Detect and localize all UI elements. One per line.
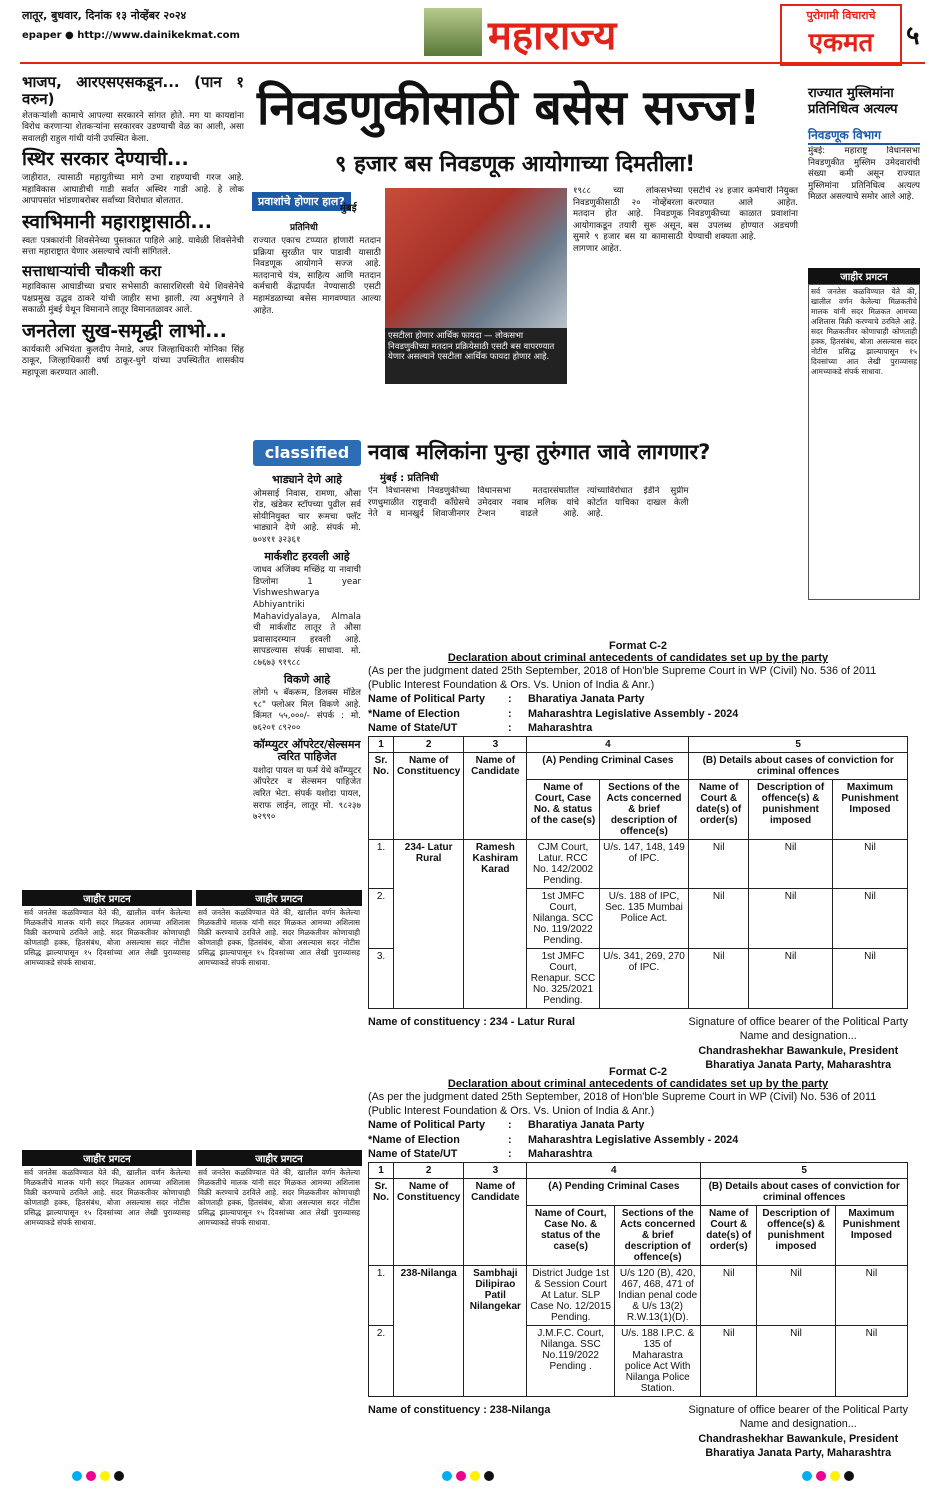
notice-body: सर्व जनतेस कळविण्यात येते की, खालील वर्णन केलेल्या मिळकतीचे मालक यांनी सदर मिळकत आमच्या अशिलास विक्री करण्याचे ठरविले आहे. सदर मिळकतीवर कोणाचाही कोणताही हक्क, हितसंबंध, बोजा असल्यास सदर नोटीस प्रसिद्ध झाल्यापासून १५ दिवसांच्या आत लेखी पुराव्यासह आमच्याकडे संपर्क साधावा. <box>808 284 920 600</box>
story-col-1: राज्यात एकाच टप्प्यात होणारी मतदान प्रक्रिया सुरळीत पार पाडावी यासाठी निवडणूक आयोगाने सज्ज आहे. मतदानाचे यंत्र, साहित्य आणि मतदान कर्मचारी केंद्रापर्यंत नेण्यासाठी एसटी महामंडळाच्या बसेस मागवण्यात आल्या आहेत. <box>253 236 381 316</box>
form-title: Declaration about criminal antecedents of candidates set up by the party <box>447 1078 829 1090</box>
notice-label: जाहीर प्रगटन <box>22 1150 192 1166</box>
form-intro: (As per the judgment dated 25th September, 2018 of Hon'ble Supreme Court in WP (Civil) No. 536 of 2011 (Public Interest Foundation & Ors. Vs. Union of India & Anr.) <box>368 665 877 692</box>
table-cell: U/s. 188 I.P.C. & 135 of Maharastra police Act With Nilanga Police Station. <box>615 1325 701 1396</box>
story-headline: जनतेला सुख-समृद्धी लाभो... <box>22 319 227 342</box>
election-value: Maharashtra Legislative Assembly - 2024 <box>528 1133 739 1146</box>
notice-body: सर्व जनतेस कळविण्यात येते की, खालील वर्णन केलेल्या मिळकतीचे मालक यांनी सदर मिळकत आमच्या अशिलास विक्री करण्याचे ठरविले आहे. सदर मिळकतीवर कोणाचाही कोणताही हक्क, हितसंबंध, बोजा असल्यास सदर नोटीस प्रसिद्ध झाल्यापासून १५ दिवसांच्या आत लेखी पुराव्यासह आमच्याकडे संपर्क साधावा. <box>198 1168 360 1227</box>
table-cell: 234- Latur Rural <box>394 839 464 1008</box>
ad-body: लोगो ५ बॅकरूम, डिलक्स मॉडेल ९८" फ्लोअर मिल विकणे आहे. किंमत ५५,०००/- संपर्क : मो. ७६२०१ ८९२०० <box>253 688 361 734</box>
story-headline: सत्ताधाऱ्यांची चौकशी करा <box>22 261 162 280</box>
table-cell: Ramesh Kashiram Karad <box>464 839 527 1008</box>
signature-block: Signature of office bearer of the Political Party Name and designation... Chandrashekhar Bawankule, President Bharatiya Janata Party, Maharashtra <box>688 1015 908 1072</box>
table-cell: Nil <box>689 839 749 888</box>
ad-headline: भाड्याने देणे आहे <box>271 473 343 486</box>
notice-label: जाहीर प्रगटन <box>196 1150 362 1166</box>
side-headline: राज्यात मुस्लिमांना प्रतिनिधित्व अत्यल्प <box>808 86 898 117</box>
table-cell: U/s. 147, 148, 149 of IPC. <box>599 839 689 888</box>
bus-photo <box>385 188 567 328</box>
form-title: Declaration about criminal antecedents of candidates set up by the party <box>447 652 829 664</box>
state-label: Name of State/UT <box>368 1148 458 1161</box>
table-cell: Nil <box>835 1265 907 1325</box>
party-value: Bharatiya Janata Party <box>528 693 645 706</box>
notice-label: जाहीर प्रगटन <box>808 268 920 284</box>
nawab-body: ऐन विधानसभा निवडणुकीच्या रणधुमाळीत राष्ट्रवादी काँग्रेसचे नेते व मानखुर्द शिवाजीनगर विधानसभा मतदारसंघातील उमेदवार नवाब मलिक यांचे टेन्शन वाढले आहे. त्यांच्याविरोधात ईडीने सुप्रीम कोर्टात याचिका दाखल केली आहे. <box>368 486 689 520</box>
nawab-dateline: मुंबई : प्रतिनिधी <box>380 473 439 484</box>
classified-logo: classified <box>253 440 361 466</box>
table-cell: Nil <box>689 888 749 948</box>
table-cell: Nil <box>701 1325 757 1396</box>
form-format: Format C-2 <box>608 640 668 652</box>
story-headline: स्वाभिमानी महाराष्ट्रासाठी... <box>22 210 212 233</box>
table-cell: Nil <box>832 948 907 1008</box>
ad-body: ओमसाई निवास, रामणा, औसा रोड, खंडेकर स्टॉपच्या पुढील सर्व सोयीनियुक्त चार रूमचा फ्लॅट भाड्याने देणे आहे. संपर्क मो. ७०४११ ३२३६१ <box>253 488 361 546</box>
table-cell: 2. <box>369 888 394 948</box>
notice-box <box>196 1150 362 1460</box>
table-cell: 1. <box>369 1265 394 1325</box>
table-cell: Nil <box>832 839 907 888</box>
story-body: जाहीरात, त्यासाठी महायुतीच्या मागे उभा राहण्याची गरज आहे. महाविकास आघाडीची गाडी सर्वात अस्थिर गाडी आहे. हे लोक आपापसांत भांडणाबरोबर सर्वांच्या विरोधात बोलतात. <box>22 173 244 207</box>
section-tag: प्रवाशांचे होणार हाल? <box>252 192 351 211</box>
story-col-2: १९८८ च्या लोकसभेच्या निवडणुकीसाठी २० नोव्हेंबरला मतदान होत आहे. निवडणूक आयोगाकडून तयारी सुरू असून, सुमारे ९ हजार बस या कामासाठी लागणार आहेत. <box>573 186 683 254</box>
story-body: महाविकास आघाडीच्या प्रचार सभेसाठी कासारशिरसी येथे शिवसेनेचे पक्षप्रमुख उद्धव ठाकरे यांची जाहीर सभा झाली. त्या अनुषंगाने ते सकाळी मुंबई येथून विमानाने लातूर विमानतळावर आले. <box>22 282 244 316</box>
criminal-cases-table: 1 2 3 4 5 Sr. No. Name of Constituency Name of Candidate (A) Pending Criminal Cases (B) Details about cases of conviction for criminal offences Name of Court, Case No. & status of the case(s) Sections of the Acts concerned & brief description of offence(s) Name of Court & date(s) of order(s) Description of offence(s) & punishment imposed Maximum Punishment Imposed 1. 238-Nilanga Sambhaji Dilipirao Patil Nilangekar District Judge 1st & Session Court At Latur. SLP Case No. 12/2015 Pending. U/s 120 (B), 420, 467, 468, 471 of Indian penal code & U/s 13(2) R.W.13(1)(D). Nil Nil Nil 2. J.M.F.C. Court, Nilanga. SSC No.119/2022 Pending . U/s. 188 I.P.C. & 135 of Maharastra police Act With Nilanga Police Station. Nil Nil Nil <box>368 1162 908 1397</box>
table-cell: U/s. 341, 269, 270 of IPC. <box>599 948 689 1008</box>
notice-label: जाहीर प्रगटन <box>196 890 362 906</box>
table-cell: 2. <box>369 1325 394 1396</box>
story-headline: भाजप, आरएसएसकडून... (पान १ वरुन) <box>22 73 244 109</box>
table-cell: Nil <box>701 1265 757 1325</box>
table-cell: 1st JMFC Court, Renapur. SCC No. 325/2021 Pending. <box>527 948 599 1008</box>
election-label: *Name of Election <box>368 707 460 720</box>
table-row <box>369 1265 908 1325</box>
brand-photo <box>424 8 482 56</box>
party-label: Name of Political Party <box>368 1119 486 1132</box>
notice-body: सर्व जनतेस कळविण्यात येते की, खालील वर्णन केलेल्या मिळकतीचे मालक यांनी सदर मिळकत आमच्या अशिलास विक्री करण्याचे ठरविले आहे. सदर मिळकतीवर कोणाचाही कोणताही हक्क, हितसंबंध, बोजा असल्यास सदर नोटीस प्रसिद्ध झाल्यापासून १५ दिवसांच्या आत लेखी पुराव्यासह आमच्याकडे संपर्क साधावा. <box>198 908 360 967</box>
story-body: स्वतः पत्रकारांनी शिवसेनेच्या पुस्तकात पाहिले आहे. यावेळी शिवसेनेची सत्ता महाराष्ट्रात येणार असल्याचे त्यांनी सांगितले. <box>22 235 244 258</box>
form-format: Format C-2 <box>608 1066 668 1078</box>
notice-label: जाहीर प्रगटन <box>22 890 192 906</box>
form-intro: (As per the judgment dated 25th September, 2018 of Hon'ble Supreme Court in WP (Civil) No. 536 of 2011 (Public Interest Foundation & Ors. Vs. Union of India & Anr.) <box>368 1091 877 1118</box>
registration-dots <box>70 1466 126 1485</box>
side-body: मुंबई: महाराष्ट्र विधानसभा निवडणुकीत मुस्लिम उमेदवारांची संख्या कमी असून राज्यात मुस्लिमांना प्रतिनिधित्व अत्यल्प मिळत असल्याचे समोर आले आहे. <box>808 146 920 203</box>
state-value: Maharashtra <box>528 1148 593 1161</box>
party-label: Name of Political Party <box>368 693 486 706</box>
story-byline: प्रतिनिधी <box>290 223 318 233</box>
notice-box <box>808 268 920 600</box>
nawab-headline: नवाब मलिकांना पुन्हा तुरुंगात जावे लागणार? <box>368 440 711 464</box>
table-cell: Nil <box>749 888 833 948</box>
registration-dots <box>800 1466 856 1485</box>
ad-headline: मार्कशीट हरवली आहे <box>264 549 350 563</box>
table-cell: Nil <box>689 948 749 1008</box>
notice-body: सर्व जनतेस कळविण्यात येते की, खालील वर्णन केलेल्या मिळकतीचे मालक यांनी सदर मिळकत आमच्या अशिलास विक्री करण्याचे ठरविले आहे. सदर मिळकतीवर कोणाचाही कोणताही हक्क, हितसंबंध, बोजा असल्यास सदर नोटीस प्रसिद्ध झाल्यापासून १५ दिवसांच्या आत लेखी पुराव्यासह आमच्याकडे संपर्क साधावा. <box>24 1168 190 1227</box>
epaper-link[interactable]: epaper ● http://www.dainikekmat.com <box>22 30 240 41</box>
notice-box <box>22 890 192 1160</box>
ad-headline: विकणे आहे <box>283 672 331 686</box>
table-cell: U/s 120 (B), 420, 467, 468, 471 of Indian penal code & U/s 13(2) R.W.13(1)(D). <box>615 1265 701 1325</box>
table-cell: Nil <box>749 948 833 1008</box>
table-cell: Nil <box>757 1265 836 1325</box>
party-value: Bharatiya Janata Party <box>528 1119 645 1132</box>
table-cell: 238-Nilanga <box>394 1265 464 1396</box>
ad-body: जाधव अजिंक्य मच्छिंद्र या नावाची डिप्लोमा 1 year Vishweshwarya Abhiyantriki Mahavidyalaya, Almala ची मार्कशीट लातूर ते औसा प्रवासादरम्यान हरवली आहे. सापडल्यास संपर्क साधावा. मो. ८७६७३ ९१९८८ <box>253 565 361 668</box>
table-cell: Sambhaji Dilipirao Patil Nilangekar <box>464 1265 527 1396</box>
table-row <box>369 839 908 888</box>
registration-dots <box>440 1466 496 1485</box>
header-rule <box>20 62 925 64</box>
table-cell: 1st JMFC Court, Nilanga. SCC No. 119/2022 Pending. <box>527 888 599 948</box>
notice-box <box>196 890 362 1160</box>
side-subhead: निवडणूक विभाग <box>808 126 920 145</box>
election-value: Maharashtra Legislative Assembly - 2024 <box>528 707 739 720</box>
state-label: Name of State/UT <box>368 722 458 735</box>
table-cell: Nil <box>749 839 833 888</box>
section-brand: महाराज्य <box>488 13 617 59</box>
left-column <box>22 70 244 870</box>
table-cell: 3. <box>369 948 394 1008</box>
story-body: कार्यकारी अभियंता कुलदीप नेमाडे, अपर जिल्हाधिकारी मोनिका सिंह ठाकूर, जिल्हाधिकारी वर्षा ठाकूर-घुगे यांच्या उपस्थितीत शासकीय महापूजा करण्यात आली. <box>22 344 244 378</box>
story-dateline: मुंबई <box>340 203 357 214</box>
table-cell: J.M.F.C. Court, Nilanga. SSC No.119/2022 Pending . <box>527 1325 615 1396</box>
dateline: लातूर, बुधवार, दिनांक १३ नोव्हेंबर २०२४ <box>22 9 187 22</box>
table-cell: U/s. 188 of IPC, Sec. 135 Mumbai Police Act. <box>599 888 689 948</box>
table-cell: District Judge 1st & Session Court At Latur. SLP Case No. 12/2015 Pending. <box>527 1265 615 1325</box>
story-col-3: एसटीचे २४ हजार कर्मचारी नियुक्त करण्यात आले आहेत. निवडणुकीच्या काळात प्रवाशांना बस उपलब्ध होण्यात अडचणी येण्याची शक्यता आहे. <box>688 186 798 243</box>
ad-body: यशोदा पायल या फर्म येथे कॉम्प्युटर ऑपरेटर व सेल्समन पाहिजेत त्वरित भेटा. संपर्क यशोदा पायल, सराफ लाईन, लातूर मो. ९८२३७ ७२९९० <box>253 765 361 823</box>
criminal-cases-table: 1 2 3 4 5 Sr. No. Name of Constituency Name of Candidate (A) Pending Criminal Cases (B) Details about cases of conviction for criminal offences Name of Court, Case No. & status of the case(s) Sections of the Acts concerned & brief description of offence(s) Name of Court & date(s) of order(s) Description of offence(s) & punishment imposed Maximum Punishment Imposed 1. 234- Latur Rural Ramesh Kashiram Karad CJM Court, Latur. RCC No. 142/2002 Pending. U/s. 147, 148, 149 of IPC. Nil Nil Nil 2. 1st JMFC Court, Nilanga. SCC No. 119/2022 Pending. U/s. 188 of IPC, Sec. 135 Mumbai Police Act. Nil Nil Nil 3. 1st JMFC Court, Renapur. SCC No. 325/2021 Pending. U/s. 341, 269, 270 of IPC. Nil Nil Nil <box>368 736 908 1009</box>
story-body: शेतकऱ्यांशी कामाचे आपल्या सरकारने सांगत होते. मग या कायद्यांना विरोध करणाऱ्या शेतकऱ्यांना सरकारवर उडण्याची वेळ का आली, असा सवालही राहुल गांधी यांनी उपस्थित केला. <box>22 110 244 144</box>
masthead-name: एकमत <box>808 28 874 58</box>
table-cell: 1. <box>369 839 394 888</box>
photo-caption: एसटीला होणार आर्थिक फायदा — लोकसभा निवडणुकीच्या मतदान प्रक्रियेसाठी एसटी बस वापरण्यात येणार असल्याने एसटीला आर्थिक फायदा होणार आहे. <box>385 328 567 384</box>
notice-box <box>22 1150 192 1460</box>
ad-headline: कॉम्प्युटर ऑपरेटर/सेल्समन त्वरित पाहिजेत <box>253 737 361 764</box>
footer-constituency: Name of constituency : 238-Nilanga <box>368 1403 551 1416</box>
classified-column <box>253 470 361 828</box>
print-registration-bar <box>20 1466 925 1480</box>
state-value: Maharashtra <box>528 722 593 735</box>
page-number: ५ <box>906 21 920 51</box>
main-subheadline: ९ हजार बस निवडणूक आयोगाच्या दिमतीला! <box>335 152 696 177</box>
table-cell: Nil <box>832 888 907 948</box>
table-cell: Nil <box>835 1325 907 1396</box>
signature-block: Signature of office bearer of the Political Party Name and designation... Chandrashekhar Bawankule, President Bharatiya Janata Party, Maharashtra <box>688 1403 908 1460</box>
table-cell: CJM Court, Latur. RCC No. 142/2002 Pending. <box>527 839 599 888</box>
masthead-tagline: पुरोगामी विचाराचे <box>806 9 876 22</box>
table-cell: Nil <box>757 1325 836 1396</box>
masthead-logo <box>780 4 902 66</box>
footer-constituency: Name of constituency : 234 - Latur Rural <box>368 1015 575 1028</box>
form-c2-nilanga: Format C-2 Declaration about criminal antecedents of candidates set up by the party (As per the judgment dated 25th September, 2018 of Hon'ble Supreme Court in WP (Civil) No. 536 of 2011 (Public Interest Foundation & Ors. Vs. Union of India & Anr.) Name of Political Party : Bharatiya Janata Party *Name of Election : Maharashtra Legislative Assembly - 2024 Name of State/UT : Maharashtra 1 2 3 4 5 Sr. No. Name of Constituency Name of Candidate (A) Pending Criminal Cases (B) Details about cases of conviction for criminal offences Name of Court, Case No. & status of the case(s) Sections of the Acts concerned & brief description of offence(s) Name of Court & date(s) of order(s) Description of offence(s) & punishment imposed Maximum Punishment Imposed 1. 238-Nilanga Sambhaji Dilipirao Patil Nilangekar District Judge 1st & Session Court At Latur. SLP Case No. 12/2015 Pending. U/s 120 (B), 420, 467, 468, 471 of Indian penal code & U/s 13(2) R.W.13(1)(D). Nil Nil Nil 2. J.M.F.C. Court, Nilanga. SSC No.119/2022 Pending . U/s. 188 I.P.C. & 135 of Maharastra police Act With Nilanga Police Station. Nil Nil Nil Name of constituency : 238-Nilanga Signature of office bearer of the Political Party Name and designation... Chandrashekhar Bawankule, President Bharatiya Janata Party, Maharashtra <box>368 1066 908 1460</box>
notice-body: सर्व जनतेस कळविण्यात येते की, खालील वर्णन केलेल्या मिळकतीचे मालक यांनी सदर मिळकत आमच्या अशिलास विक्री करण्याचे ठरविले आहे. सदर मिळकतीवर कोणाचाही कोणताही हक्क, हितसंबंध, बोजा असल्यास सदर नोटीस प्रसिद्ध झाल्यापासून १५ दिवसांच्या आत लेखी पुराव्यासह आमच्याकडे संपर्क साधावा. <box>24 908 190 967</box>
election-label: *Name of Election <box>368 1133 460 1146</box>
story-headline: स्थिर सरकार देण्याची... <box>22 148 189 171</box>
form-c2-latur: Format C-2 Declaration about criminal antecedents of candidates set up by the party (As per the judgment dated 25th September, 2018 of Hon'ble Supreme Court in WP (Civil) No. 536 of 2011 (Public Interest Foundation & Ors. Vs. Union of India & Anr.) Name of Political Party : Bharatiya Janata Party *Name of Election : Maharashtra Legislative Assembly - 2024 Name of State/UT : Maharashtra 1 2 3 4 5 Sr. No. Name of Constituency Name of Candidate (A) Pending Criminal Cases (B) Details about cases of conviction for criminal offences Name of Court, Case No. & status of the case(s) Sections of the Acts concerned & brief description of offence(s) Name of Court & date(s) of order(s) Description of offence(s) & punishment imposed Maximum Punishment Imposed 1. 234- Latur Rural Ramesh Kashiram Karad CJM Court, Latur. RCC No. 142/2002 Pending. U/s. 147, 148, 149 of IPC. Nil Nil Nil 2. 1st JMFC Court, Nilanga. SCC No. 119/2022 Pending. U/s. 188 of IPC, Sec. 135 Mumbai Police Act. Nil Nil Nil 3. 1st JMFC Court, Renapur. SCC No. 325/2021 Pending. U/s. 341, 269, 270 of IPC. Nil Nil Nil Name of constituency : 234 - Latur Rural Signature of office bearer of the Political Party Name and designation... Chandrashekhar Bawankule, President Bharatiya Janata Party, Maharashtra <box>368 640 908 1072</box>
main-headline: निवडणुकीसाठी बसेस सज्ज! <box>257 80 761 136</box>
